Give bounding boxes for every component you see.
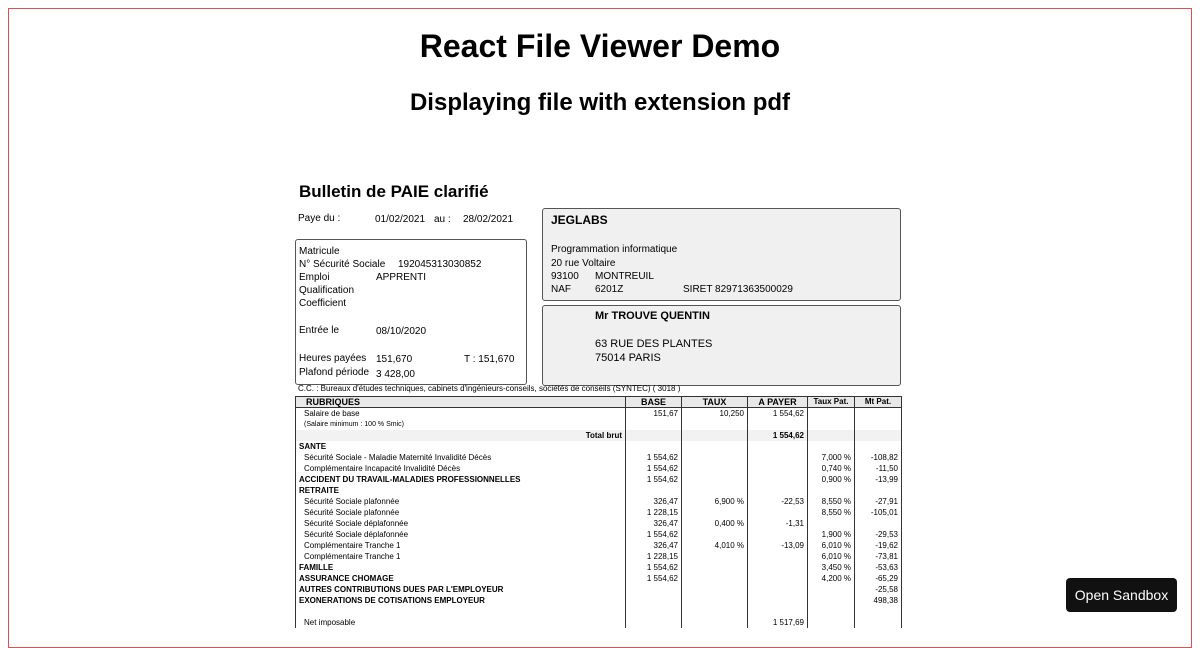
period-to: 28/02/2021: [463, 214, 514, 225]
row-value: [808, 441, 855, 452]
entree-label: Entrée le: [299, 325, 340, 336]
row-value: -11,50: [855, 463, 902, 474]
pdf-document[interactable]: [290, 170, 910, 640]
row-value: -13,09: [748, 540, 808, 551]
row-value: 1 228,15: [626, 507, 682, 518]
emploi-value: APPRENTI: [376, 272, 427, 283]
recipient-city: 75014 PARIS: [595, 352, 661, 364]
row-label: Complémentaire Incapacité Invalidité Décès: [296, 463, 626, 474]
row-value: 1 554,62: [626, 562, 682, 573]
row-value: [682, 584, 748, 595]
row-value: 4,200 %: [808, 573, 855, 584]
row-value: -108,82: [855, 452, 902, 463]
row-value: 8,550 %: [808, 496, 855, 507]
row-value: 1 554,62: [626, 452, 682, 463]
row-value: -1,31: [748, 518, 808, 529]
heures-label: Heures payées: [299, 353, 367, 364]
page-title: React File Viewer Demo: [419, 28, 781, 64]
row-value: [748, 452, 808, 463]
row-value: 151,67: [626, 408, 682, 420]
col-rubriques: RUBRIQUES: [296, 397, 626, 408]
row-value: [682, 617, 748, 628]
table-row: [296, 562, 902, 573]
convention: C.C. : Bureaux d'études techniques, cabinets d'ingénieurs-conseils, sociétés de conseils (SYNTEC) ( 3018 ): [298, 384, 681, 393]
row-value: 3,450 %: [808, 562, 855, 573]
ss-value: 192045313030852: [398, 259, 482, 270]
table-row: [296, 617, 902, 628]
row-value: [808, 419, 855, 430]
row-label: RETRAITE: [296, 485, 626, 496]
table-row: [296, 595, 902, 606]
row-label: Sécurité Sociale déplafonnée: [296, 518, 626, 529]
row-label: AUTRES CONTRIBUTIONS DUES PAR L'EMPLOYEUR: [296, 584, 626, 595]
row-value: [855, 518, 902, 529]
row-value: [682, 529, 748, 540]
row-value: [748, 606, 808, 617]
company-city: MONTREUIL: [595, 271, 654, 282]
row-value: 6,010 %: [808, 540, 855, 551]
company-activity: Programmation informatique: [551, 244, 678, 255]
table-header-row: [296, 397, 902, 408]
row-value: [748, 474, 808, 485]
row-label: Sécurité Sociale - Maladie Maternité Invalidité Décès: [296, 452, 626, 463]
row-label: Sécurité Sociale plafonnée: [296, 496, 626, 507]
row-label: SANTE: [296, 441, 626, 452]
row-label: Complémentaire Tranche 1: [296, 551, 626, 562]
row-value: [748, 573, 808, 584]
row-value: -73,81: [855, 551, 902, 562]
emploi-label: Emploi: [299, 272, 330, 283]
document-title: Bulletin de PAIE clarifié: [299, 182, 489, 201]
table-row: [296, 441, 902, 452]
col-base: BASE: [626, 397, 682, 408]
row-value: [855, 430, 902, 441]
row-value: [808, 518, 855, 529]
row-value: [626, 430, 682, 441]
row-value: -53,63: [855, 562, 902, 573]
row-value: 326,47: [626, 540, 682, 551]
coefficient-label: Coefficient: [299, 298, 347, 309]
row-value: [682, 485, 748, 496]
company-box: [542, 208, 901, 301]
recipient-street: 63 RUE DES PLANTES: [595, 338, 713, 350]
row-value: [855, 441, 902, 452]
row-value: [626, 441, 682, 452]
row-value: -25,58: [855, 584, 902, 595]
entree-value: 08/10/2020: [376, 326, 427, 337]
row-value: [748, 562, 808, 573]
row-value: 1 554,62: [626, 474, 682, 485]
row-value: [748, 551, 808, 562]
row-value: [748, 485, 808, 496]
company-address: 20 rue Voltaire: [551, 258, 616, 269]
row-value: [808, 595, 855, 606]
plafond-label: Plafond période: [299, 367, 370, 378]
row-value: 326,47: [626, 496, 682, 507]
table-row: [296, 463, 902, 474]
row-value: 1 554,62: [626, 463, 682, 474]
table-row: [296, 419, 902, 430]
table-row: [296, 540, 902, 551]
table-row: [296, 551, 902, 562]
row-label: (Salaire minimum : 100 % Smic): [296, 419, 626, 430]
row-value: [682, 452, 748, 463]
row-value: 1 554,62: [626, 529, 682, 540]
period-from: 01/02/2021: [375, 214, 426, 225]
row-value: -65,29: [855, 573, 902, 584]
table-row: [296, 430, 902, 441]
row-value: -22,53: [748, 496, 808, 507]
row-value: [808, 408, 855, 420]
period-to-label: au :: [434, 214, 451, 225]
plafond-value: 3 428,00: [376, 369, 415, 380]
row-label: Complémentaire Tranche 1: [296, 540, 626, 551]
row-value: [808, 430, 855, 441]
row-value: [748, 463, 808, 474]
period-from-label: Paye du :: [298, 213, 341, 224]
t-value: T : 151,670: [464, 354, 515, 365]
row-value: [808, 606, 855, 617]
open-sandbox-button[interactable]: Open Sandbox: [1066, 578, 1177, 612]
payslip-table: [295, 396, 902, 628]
employee-box: [295, 239, 527, 385]
row-value: [855, 419, 902, 430]
row-value: [748, 584, 808, 595]
row-value: [682, 573, 748, 584]
table-row: [296, 485, 902, 496]
page-subtitle: Displaying file with extension pdf: [409, 89, 791, 116]
naf-value: 6201Z: [595, 284, 624, 295]
row-value: -105,01: [855, 507, 902, 518]
col-taux: TAUX: [682, 397, 748, 408]
row-value: [682, 551, 748, 562]
table-row: [296, 518, 902, 529]
row-value: 0,400 %: [682, 518, 748, 529]
row-value: -27,91: [855, 496, 902, 507]
row-value: 4,010 %: [682, 540, 748, 551]
row-value: [855, 408, 902, 420]
row-value: [682, 441, 748, 452]
recipient-name: Mr TROUVE QUENTIN: [595, 310, 710, 322]
row-value: [626, 595, 682, 606]
row-label: ACCIDENT DU TRAVAIL-MALADIES PROFESSIONNELLES: [296, 474, 626, 485]
recipient-box: [542, 305, 901, 386]
col-taux-pat: Taux Pat.: [808, 397, 855, 408]
table-row: [296, 474, 902, 485]
row-label: [296, 606, 626, 617]
row-value: [626, 584, 682, 595]
row-value: [626, 485, 682, 496]
row-value: [855, 485, 902, 496]
naf-label: NAF: [551, 284, 571, 295]
row-value: [748, 595, 808, 606]
row-value: 1 554,62: [626, 573, 682, 584]
row-value: 1,900 %: [808, 529, 855, 540]
row-value: 1 228,15: [626, 551, 682, 562]
table-row: [296, 573, 902, 584]
row-value: [626, 606, 682, 617]
heures-value: 151,670: [376, 354, 413, 365]
row-value: [748, 419, 808, 430]
row-label: Sécurité Sociale déplafonnée: [296, 529, 626, 540]
row-value: 0,740 %: [808, 463, 855, 474]
table-row: [296, 496, 902, 507]
table-row: [296, 606, 902, 617]
row-label: Net imposable: [296, 617, 626, 628]
row-value: [682, 419, 748, 430]
company-name: JEGLABS: [551, 213, 608, 227]
row-label: EXONERATIONS DE COTISATIONS EMPLOYEUR: [296, 595, 626, 606]
row-value: [855, 606, 902, 617]
row-value: 326,47: [626, 518, 682, 529]
row-value: 0,900 %: [808, 474, 855, 485]
row-value: -13,99: [855, 474, 902, 485]
row-value: [682, 606, 748, 617]
row-label: Salaire de base: [296, 408, 626, 420]
row-value: 1 517,69: [748, 617, 808, 628]
row-label: Sécurité Sociale plafonnée: [296, 507, 626, 518]
row-value: [855, 617, 902, 628]
row-value: [682, 562, 748, 573]
row-value: [626, 617, 682, 628]
row-label: Total brut: [296, 430, 626, 441]
table-row: [296, 452, 902, 463]
row-value: -19,62: [855, 540, 902, 551]
row-value: 6,010 %: [808, 551, 855, 562]
row-value: [682, 507, 748, 518]
table-row: [296, 584, 902, 595]
table-row: [296, 507, 902, 518]
row-value: 1 554,62: [748, 430, 808, 441]
row-value: 8,550 %: [808, 507, 855, 518]
company-postcode: 93100: [551, 271, 579, 282]
matricule-label: Matricule: [299, 246, 340, 257]
row-value: [808, 584, 855, 595]
table-row: [296, 529, 902, 540]
row-value: [748, 529, 808, 540]
row-value: [748, 507, 808, 518]
siret: SIRET 82971363500029: [683, 284, 793, 295]
row-value: [808, 617, 855, 628]
qualification-label: Qualification: [299, 285, 355, 296]
row-label: ASSURANCE CHOMAGE: [296, 573, 626, 584]
row-value: [748, 441, 808, 452]
row-value: 498,38: [855, 595, 902, 606]
row-value: 6,900 %: [682, 496, 748, 507]
col-mt-pat: Mt Pat.: [855, 397, 902, 408]
row-value: [682, 463, 748, 474]
row-value: 7,000 %: [808, 452, 855, 463]
row-value: -29,53: [855, 529, 902, 540]
row-value: [682, 430, 748, 441]
row-value: [682, 595, 748, 606]
col-a-payer: A PAYER: [748, 397, 808, 408]
row-value: [626, 419, 682, 430]
row-label: FAMILLE: [296, 562, 626, 573]
row-value: 10,250: [682, 408, 748, 420]
row-value: [808, 485, 855, 496]
row-value: 1 554,62: [748, 408, 808, 420]
ss-label: N° Sécurité Sociale: [299, 259, 386, 270]
table-row: [296, 408, 902, 420]
row-value: [682, 474, 748, 485]
